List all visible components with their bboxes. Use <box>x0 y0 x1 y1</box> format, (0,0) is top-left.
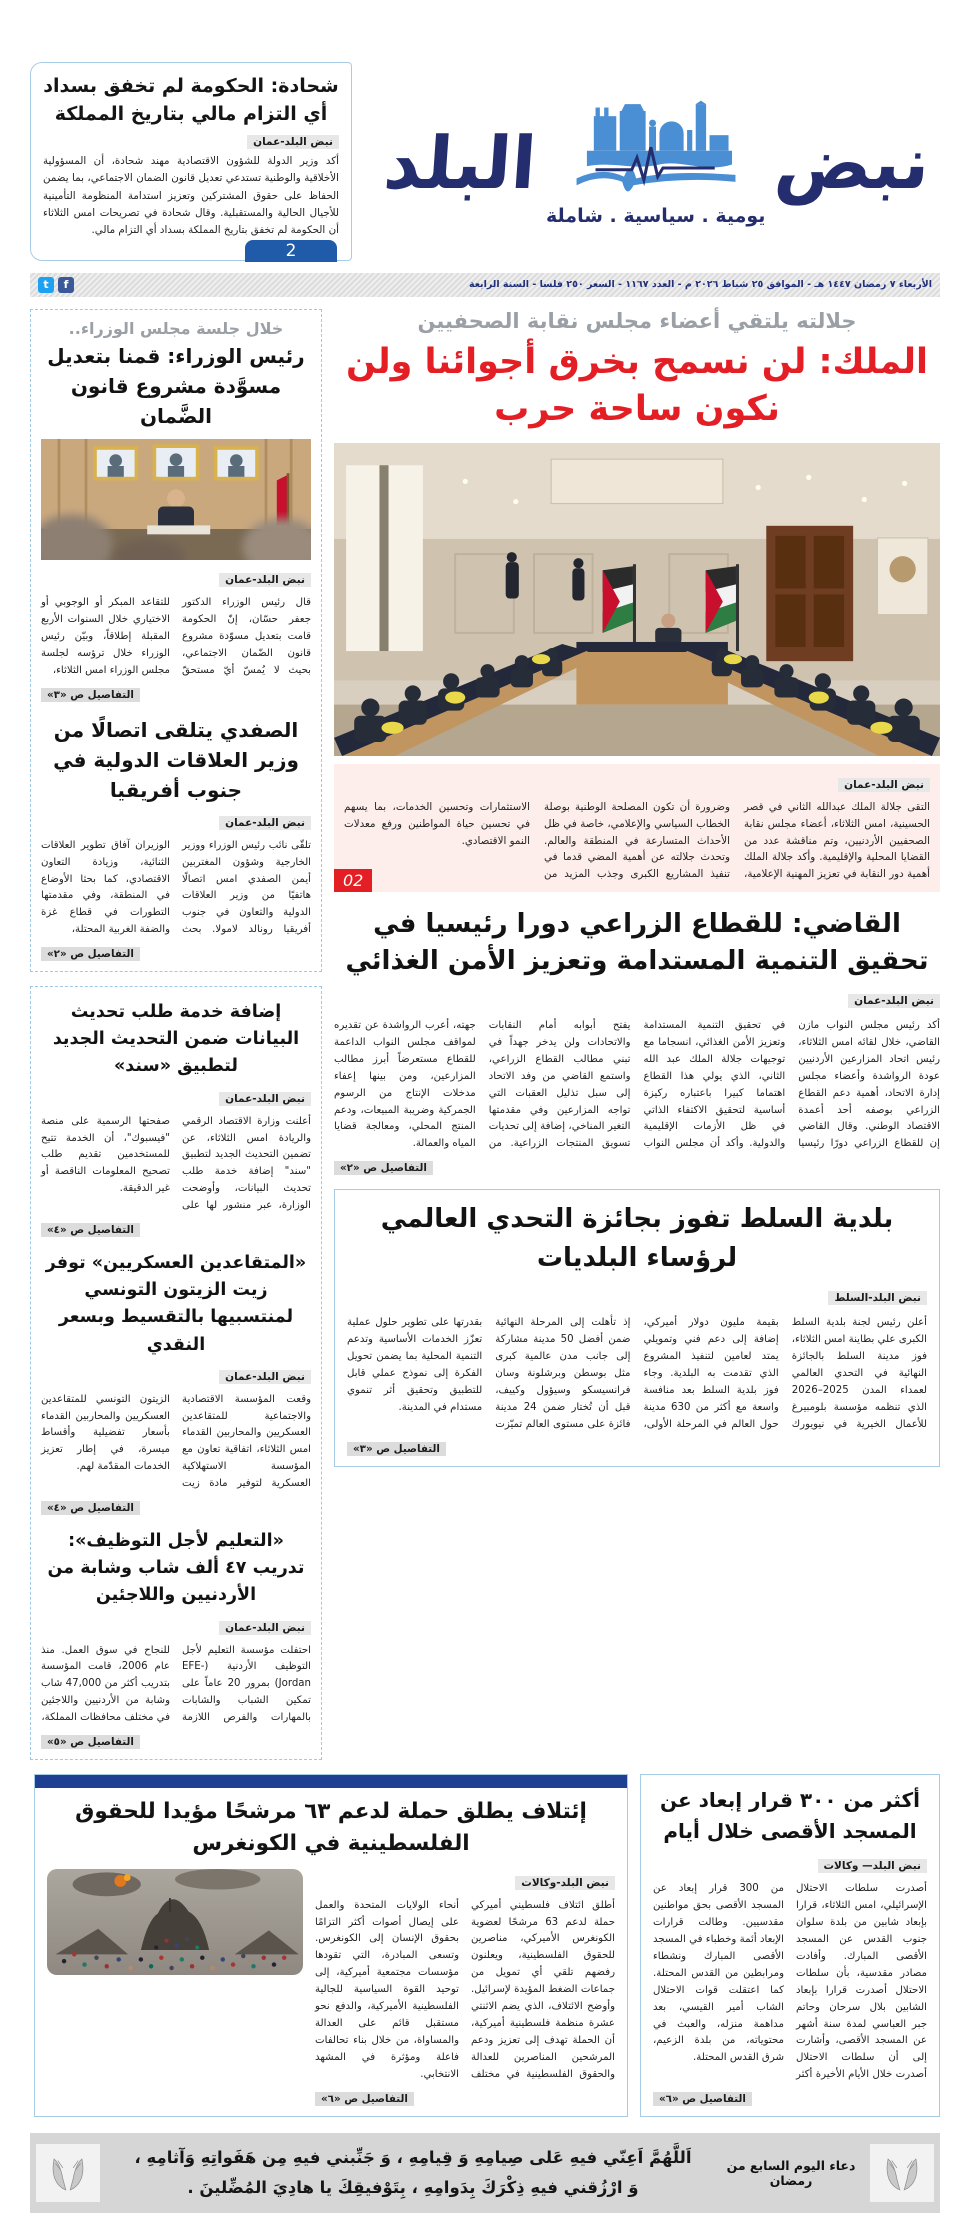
safadi-details-chip[interactable]: التفاصيل ص «٢» <box>41 947 140 961</box>
efe-body: احتفلت مؤسسة التعليم لأجل التوظيف الأردنية (EFE-Jordan) بمرور 20 عاماً على تمكين الشباب والشابات بالمهارات والفرص اللازمة للنجاح في سوق العمل. منذ عام 2006، قامت المؤسسة بتدريب أكثر من 47,000 شاب وشابة من الأردنيين واللاجئين في مختلف محافظات المملكة، <box>41 1644 311 1724</box>
masthead-word-right: نبض <box>772 121 934 206</box>
qadi-headline[interactable]: القاضي: للقطاع الزراعي دورا رئيسيا في تحقيق التنمية المستدامة وتعزيز الأمن الغذائي <box>345 908 929 977</box>
qadi-byline: نبض البلد-عمان <box>848 994 940 1008</box>
shehadeh-page-tab[interactable]: 2 <box>245 240 337 262</box>
praying-hands-left-icon <box>36 2144 100 2202</box>
prayer-line-2: وَ ارْزُقني فيهِ ذِكْرَكَ بِدَوامِهِ ، بِتَوْفيقِكَ يا هادِيَ المُضِّلينَ . <box>187 2177 639 2197</box>
lead-photo <box>334 443 940 756</box>
congress-text-block <box>315 1869 615 2106</box>
safadi-details <box>41 942 311 961</box>
shehadeh-byline: نبض البلد-عمان <box>247 135 339 149</box>
prayer-text <box>114 2143 712 2202</box>
salt-byline: نبض البلد-السلط <box>828 1291 927 1305</box>
lead-caption-block <box>334 764 940 891</box>
cabinet-photo <box>41 439 311 561</box>
article-salt <box>334 1189 940 1466</box>
salt-details <box>347 1437 927 1456</box>
sanad-body: أعلنت وزارة الاقتصاد الرقمي والريادة امس الثلاثاء، عن تضمين التحديث الجديد لتطبيق "سند" إضافة خدمة طلب تحديث البيانات، وأوضحت الوزارة، عبر منشور لها على صفحتها الرسمية على منصة "فيسبوك"، أن الخدمة تتيح للمستخدمين تقديم طلب تصحيح المعلومات الناقصة أو غير الدقيقة. <box>41 1115 311 1212</box>
lead-byline: نبض البلد-عمان <box>838 778 930 792</box>
divider <box>41 702 311 712</box>
divider <box>41 1237 311 1247</box>
efe-byline: نبض البلد-عمان <box>219 1621 311 1635</box>
lead-caption-text: التقى جلالة الملك عبدالله الثاني في قصر الحسينية، امس الثلاثاء، أعضاء مجلس نقابة الصحفيين الأردنيين، وتم مناقشة عدد من القضايا المحلية والإقليمية. وأكد جلالة الملك أهمية دور النقابة في تعزيز المهنية الإعلامية، وضرورة أن تكون المصلحة الوطنية بوصلة الخطاب السياسي والإعلامي، خاصة في ظل الأحداث المتسارعة في المنطقة والعالم. وتحدث جلالته عن أهمية المضي قدما في تنفيذ المشاريع الكبرى وجذب المزيد من الاستثمارات وتحسين الخدمات، بما يسهم في تحسين حياة المواطنين ورفع معدلات النمو الاقتصادي. <box>344 801 930 880</box>
salt-headline[interactable]: بلدية السلط تفوز بجائزة التحدي العالمي لرؤساء البلديات <box>380 1204 894 1274</box>
lead-headline[interactable]: الملك: لن نسمح بخرق أجوائنا ولن نكون ساحة حرب <box>345 341 929 429</box>
shehadeh-body: أكد وزير الدولة للشؤون الاقتصادية مهند شحادة، أن المسؤولية الأخلاقية والوطنية تستدعي تعديل قانون الضمان الاجتماعي، بما يضمن الحفاظ على حقوق المشتركين وتعزيز استدامة المنظومة التأمينية للأجيال الحالية والمستقبلية. وقال شحادة في تصريحات امس الثلاثاء أن الحكومة لم تخفق بتاريخ المملكة بسداد أي التزام مالي. <box>43 155 339 237</box>
article-aqsa <box>640 1774 940 2117</box>
gaza-photo <box>47 1869 303 1976</box>
qadi-details-chip[interactable]: التفاصيل ص «٢» <box>334 1161 433 1175</box>
pm-byline: نبض البلد-عمان <box>219 573 311 587</box>
sanad-details <box>41 1218 311 1237</box>
praying-hands-right-icon <box>870 2144 934 2202</box>
facebook-icon[interactable]: f <box>58 277 74 293</box>
safadi-headline[interactable]: الصفدي يتلقى اتصالًا من وزير العلاقات الدولية في جنوب أفريقيا <box>53 717 299 802</box>
veterans-details-chip[interactable]: التفاصيل ص «٤» <box>41 1501 140 1515</box>
efe-details <box>41 1730 311 1749</box>
masthead-word-left: البلد <box>381 121 539 206</box>
veterans-byline: نبض البلد-عمان <box>219 1370 311 1384</box>
aqsa-body: أصدرت سلطات الاحتلال الإسرائيلي، امس الثلاثاء، قرارا بإبعاد شابين من بلدة سلوان جنوب القدس عن المسجد الأقصى المبارك. وأفادت مصادر مقدسية، بأن سلطات الاحتلال أصدرت قرارا بإبعاد الشابين بلال سرحان وحاتم جبر العباسي لمدة سنة أشهر عن المسجد الأقصى، وأشارت إلى أن سلطات الاحتلال أصدرت خلال الأيام الأخيرة أكثر من 300 قرار إبعاد عن المسجد الأقصى بحق مواطنين مقدسيين. وطالت قرارات الإبعاد أئمة وخطباء في المسجد الأقصى المبارك ونشطاء ومرابطين من القدس المحتلة. كما اعتقلت قوات الاحتلال الشاب أمير القيسي، بعد مداهمة منزله، والعبث في محتوياته، من بلدة الزعيم، شرق القدس المحتلة. <box>653 1883 927 2081</box>
masthead <box>374 62 940 261</box>
safadi-body: تلقّى نائب رئيس الوزراء ووزير الخارجية وشؤون المغتربين أيمن الصفدي امس اتصالًا هاتفيًا من وزير العلاقات الدولية والتعاون في جنوب أفريقيا رونالد لامولا. بحث الوزيران آفاق تطوير العلاقات الثنائية، وزيادة التعاون الاقتصادي، كما بحثا الأوضاع في المنطقة، وفي مقدمتها التطورات في قطاع غزة والضفة الغربية المحتلة، <box>41 839 311 936</box>
pm-body: قال رئيس الوزراء الدكتور جعفر حسّان، إنّ الحكومة قامت بتعديل مسوّدة مشروع قانون الضّمان الاجتماعي، بحيث لا يُمسّ أيّ مستحقّ للتقاعد المبكر أو الوجوبي أو الاختياري خلال السنوات الأربع المقبلة إطلاقاً، وبيّن رئيس الوزراء خلال ترؤسه لجلسة مجلس الوزراء امس الثلاثاء، <box>41 597 311 676</box>
pm-headline[interactable]: رئيس الوزراء: قمنا بتعديل مسوَّدة مشروع قانون الضَّمان <box>47 343 305 428</box>
skyline-pulse-logo-icon <box>561 99 751 203</box>
safadi-byline: نبض البلد-عمان <box>219 816 311 830</box>
efe-details-chip[interactable]: التفاصيل ص «٥» <box>41 1735 140 1749</box>
prayer-title: دعاء اليوم السابع من رمضان <box>726 2157 856 2188</box>
salt-details-chip[interactable]: التفاصيل ص «٣» <box>347 1442 446 1456</box>
pm-kicker: خلال جلسة مجلس الوزراء.. <box>68 318 284 338</box>
efe-headline[interactable]: «التعليم لأجل التوظيف»: تدريب ٤٧ ألف شاب وشابة من الأردنيين واللاجئين <box>47 1531 305 1606</box>
bottom-row <box>30 1774 940 2117</box>
masthead-tagline: يومية . سياسية . شاملة <box>546 205 766 228</box>
article-qadi <box>334 906 940 1176</box>
side-box-government <box>30 309 322 973</box>
main-column <box>334 309 940 1761</box>
date-text: الأربعاء ٧ رمضان ١٤٤٧ هـ - الموافق ٢٥ شباط ٢٠٢٦ م - العدد ١١٦٧ - السعر ٢٥٠ فلسا - السنة الرابعة <box>468 279 932 291</box>
congress-details <box>315 2087 615 2106</box>
pm-details <box>41 683 311 702</box>
qadi-details <box>334 1156 940 1175</box>
shehadeh-headline[interactable]: شحادة: الحكومة لم تخفق بسداد أي التزام مالي بتاريخ المملكة <box>43 75 339 125</box>
header-row <box>30 62 940 261</box>
sanad-byline: نبض البلد-عمان <box>219 1092 311 1106</box>
lead-kicker: جلالته يلتقي أعضاء مجلس نقابة الصحفيين <box>417 308 857 333</box>
pm-details-chip[interactable]: التفاصيل ص «٣» <box>41 688 140 702</box>
aqsa-details-chip[interactable]: التفاصيل ص «٦» <box>653 2092 752 2106</box>
congress-byline: نبض البلد-وكالات <box>515 1876 615 1890</box>
congress-details-chip[interactable]: التفاصيل ص «٦» <box>315 2092 414 2106</box>
date-bar <box>30 273 940 297</box>
article-congress <box>34 1774 628 2117</box>
ramadan-prayer-bar <box>30 2133 940 2212</box>
salt-body: أعلن رئيس لجنة بلدية السلط الكبرى علي بطاينة امس الثلاثاء، فوز مدينة السلط بالجائزة النهائية في التحدي العالمي لعمداء المدن 2025–2026 الذي تنظمه مؤسسة بلومبيرغ للأعمال الخيرية في نيويورك بقيمة مليون دولار أميركي، إضافة إلى دعم فني وتمويلي يمتد لعامين لتنفيذ المشروع الذي تقدمت به البلدية. وجاء فوز بلدية السلط بعد منافسة واسعة مع أكثر من 630 مدينة حول العالم في المرحلة الأولى، إذ تأهلت إلى المرحلة النهائية ضمن أفضل 50 مدينة مشاركة إلى جانب مدن عالمية كبرى مثل بوسطن وبرشلونة وسان فرانسيسكو وسيؤول وكييف، قبل أن تُختار ضمن 24 مدينة فائزة على مستوى العالم تميّزت بقدرتها على تطوير حلول عملية تعزّز الخدمات الأساسية وتدعم التنمية المحلية بما يضمن تحويل الفكرة إلى نموذج عملي قابل للتطبيق وتحقيق أثر تنموي مستدام في المدينة. <box>347 1317 927 1430</box>
veterans-details <box>41 1496 311 1515</box>
veterans-headline[interactable]: «المتقاعدين العسكريين» توفر زيت الزيتون التونسي لمنتسبيها بالتقسيط وبسعر النقدي <box>45 1253 307 1355</box>
qadi-body: أكد رئيس مجلس النواب مازن القاضي، خلال لقائه امس الثلاثاء، رئيس اتحاد المزارعين الأردنيين عودة الرواشدة وأعضاء مجلس إدارة الاتحاد، أهمية دعم القطاع الزراعي بوصفه أحد أعمدة الاقتصاد الوطني. وقال القاضي إن للقطاع الزراعي دورًا رئيسيا في تحقيق التنمية المستدامة وتعزيز الأمن الغذائي، انسجاما مع توجيهات جلالة الملك عبد الله الثاني، الذي يولي هذا القطاع اهتماما كبيرا باعتباره ركيزة أساسية لتحقيق الاكتفاء الذاتي في ظل الأزمات الإقليمية والدولية. وأكد أن مجلس النواب يفتح أبوابه أمام النقابات والاتحادات ولن يدخر جهداً في تبني مطالب القطاع الزراعي، واستمع القاضي من وفد الاتحاد إلى سبل تذليل العقبات التي تواجه المزارعين وفي مقدمتها التغير المناخي، إضافة إلى تحديات تسويق المنتجات الزراعية. من جهته، أعرب الرواشدة عن تقديره لمواقف مجلس النواب الداعمة للقطاع مستعرضاً أبرز مطالب المزارعين، ومن بينها إعفاء مدخلات الإنتاج من الرسوم الجمركية وضريبة المبيعات، ودعم المنتج المحلي، ومعالجة قضايا المياه والعمالة. <box>334 1019 940 1150</box>
side-box-services <box>30 986 322 1760</box>
social-icons <box>38 277 74 293</box>
prayer-line-1: اَللَّهُمَّ اَعِنّي فيهِ عَلى صِيامِهِ وَ قِيامِهِ ، وَ جَنِّبني فيهِ مِن هَفَواتِهِ وَآثامِهِ ، <box>134 2148 692 2168</box>
masthead-graphic-block <box>546 99 765 227</box>
side-column <box>30 309 322 1761</box>
congress-top-bar <box>35 1775 627 1788</box>
twitter-icon[interactable]: t <box>38 277 54 293</box>
aqsa-byline: نبض البلد— وكالات <box>818 1859 928 1873</box>
lead-page-badge[interactable]: 02 <box>334 869 372 892</box>
mid-section <box>30 309 940 1761</box>
aqsa-details <box>653 2087 927 2106</box>
congress-body: أطلق ائتلاف فلسطيني أميركي حملة لدعم 63 مرشحًا لعضوية الكونغرس الأميركي، مناصرين للحقوق الفلسطينية، ويعلنون رفضهم تلقي أي تمويل من جماعات الضغط المؤيدة لإسرائيل. وأوضح الائتلاف، الذي يضم الاثنتي عشرة منظمة فلسطينية أميركية، أن الحملة تهدف إلى تعزيز ودعم المرشحين المناصرين للعدالة والحقوق الفلسطينية في مختلف أنحاء الولايات المتحدة والعمل على إيصال أصوات أكثر التزامًا بحقوق الإنسان إلى الكونغرس. وتسعى المبادرة، التي تقودها مؤسسات مجتمعية أميركية، إلى توحيد القوة السياسية للجالية الفلسطينية الأميركية، والدفع نحو مستقبل قائم على العدالة والمساواة، من خلال بناء تحالفات فاعلة ومؤثرة في المشهد الانتخابي. <box>315 1899 615 2080</box>
veterans-body: وقعت المؤسسة الاقتصادية والاجتماعية للمتقاعدين العسكريين والمحاربين القدماء امس الثلاثاء، اتفاقية تعاون مع المؤسسة الاستهلاكية العسكرية لتوفير مادة زيت الزيتون التونسي للمتقاعدين العسكريين والمحاربين القدماء بأسعار تفضيلية وأقساط ميسرة، في إطار تعزيز الخدمات المقدّمة لهم. <box>41 1393 311 1490</box>
sanad-details-chip[interactable]: التفاصيل ص «٤» <box>41 1223 140 1237</box>
divider <box>41 1515 311 1525</box>
aqsa-headline[interactable]: أكثر من ٣٠٠ قرار إبعاد عن المسجد الأقصى خلال أيام <box>660 1788 920 1844</box>
article-shehadeh <box>30 62 352 261</box>
sanad-headline[interactable]: إضافة خدمة طلب تحديث البيانات ضمن التحديث الجديد لتطبيق «سند» <box>52 1002 300 1077</box>
congress-headline[interactable]: إئتلاف يطلق حملة لدعم ٦٣ مرشحًا مؤيدا للحقوق الفلسطينية في الكونغرس <box>75 1799 587 1857</box>
